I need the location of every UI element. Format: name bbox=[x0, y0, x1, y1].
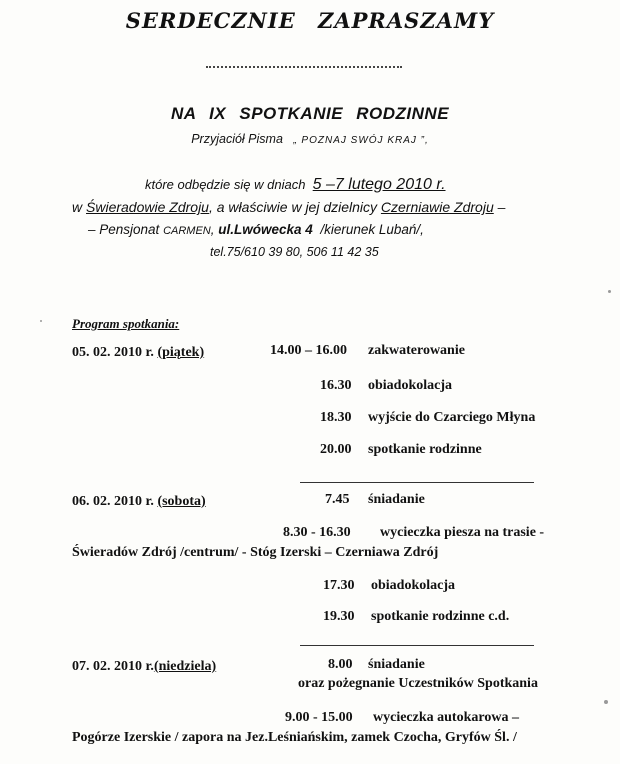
day2-item-time: 8.30 - 16.30 bbox=[283, 525, 351, 540]
day1-item-text: obiadokolacja bbox=[368, 378, 453, 393]
event-dates: 5 –7 lutego 2010 r. bbox=[312, 176, 446, 193]
program-label: Program spotkania: bbox=[72, 316, 180, 331]
scan-speck bbox=[608, 290, 611, 293]
day3-item-text: wycieczka autokarowa – bbox=[373, 710, 519, 725]
direction-note: /kierunek Lubań/, bbox=[320, 222, 424, 237]
event-subtitle bbox=[0, 132, 620, 146]
day2-item-time: 19.30 bbox=[323, 609, 355, 624]
day3-weekday: (niedziela) bbox=[153, 659, 217, 674]
invitation-title: SERDECZNIE ZAPRASZAMY bbox=[125, 8, 495, 33]
day3-item-text: śniadanie bbox=[368, 657, 425, 672]
day3-item-time: 9.00 - 15.00 bbox=[285, 710, 353, 725]
day2-item-text: wycieczka piesza na trasie - bbox=[380, 525, 545, 540]
date-line bbox=[145, 176, 446, 194]
day1-item-text: zakwaterowanie bbox=[368, 343, 465, 358]
day1-item-time: 18.30 bbox=[320, 410, 352, 425]
day2-item-text: spotkanie rodzinne c.d. bbox=[371, 609, 510, 624]
day2-weekday: (sobota) bbox=[157, 494, 206, 509]
location-line bbox=[72, 199, 505, 215]
event-heading: NA IX SPOTKANIE RODZINNE bbox=[170, 104, 450, 123]
district-name: Czerniawie Zdroju bbox=[380, 199, 494, 215]
day2-route: Świeradów Zdrój /centrum/ - Stóg Izerski – Czerniawa Zdrój bbox=[72, 545, 439, 560]
location-suffix: – bbox=[493, 199, 506, 215]
friends-prefix: Przyjaciół Pisma bbox=[191, 132, 283, 146]
day2-item-text: śniadanie bbox=[368, 492, 425, 507]
separator-line bbox=[300, 482, 534, 483]
pension-line bbox=[88, 222, 424, 237]
day1-weekday: (piątek) bbox=[157, 345, 205, 360]
day1-item-text: wyjście do Czarciego Młyna bbox=[368, 410, 536, 425]
day2-date: 06. 02. 2010 r. (sobota) bbox=[72, 494, 206, 509]
phone-numbers: tel.75/610 39 80, 506 11 42 35 bbox=[210, 245, 379, 259]
day2-item-time: 7.45 bbox=[325, 492, 350, 507]
publication-name: „ POZNAJ SWÓJ KRAJ ”, bbox=[293, 135, 429, 146]
day2-item-text: obiadokolacja bbox=[371, 578, 456, 593]
location-prefix: w bbox=[72, 199, 83, 215]
day3-route: Pogórze Izerskie / zapora na Jez.Leśniańskim, zamek Czocha, Gryfów Śl. / bbox=[72, 730, 517, 745]
day1-item-time: 16.30 bbox=[320, 378, 352, 393]
pension-name: CARMEN bbox=[163, 225, 211, 237]
day3-date: 07. 02. 2010 r.(niedziela) bbox=[72, 659, 217, 674]
day1-item-time: 20.00 bbox=[320, 442, 352, 457]
location-middle: , a właściwie w jej dzielnicy bbox=[208, 199, 378, 215]
day3-farewell: oraz pożegnanie Uczestników Spotkania bbox=[298, 676, 538, 691]
separator-line bbox=[300, 645, 534, 646]
town-name: Świeradowie Zdroju bbox=[86, 199, 209, 215]
street-address: ul.Lwówecka 4 bbox=[218, 222, 313, 237]
day2-item-time: 17.30 bbox=[323, 578, 355, 593]
pension-comma: , bbox=[210, 222, 215, 237]
dotted-divider bbox=[206, 66, 402, 68]
day1-item-time: 14.00 – 16.00 bbox=[270, 343, 347, 358]
date-prefix: które odbędzie się w dniach bbox=[145, 177, 306, 192]
day1-date: 05. 02. 2010 r. (piątek) bbox=[72, 345, 205, 360]
day3-item-time: 8.00 bbox=[328, 657, 353, 672]
scan-speck bbox=[40, 320, 42, 322]
day1-item-text: spotkanie rodzinne bbox=[368, 442, 482, 457]
pension-prefix: – Pensjonat bbox=[88, 222, 160, 237]
scan-speck bbox=[604, 700, 608, 704]
